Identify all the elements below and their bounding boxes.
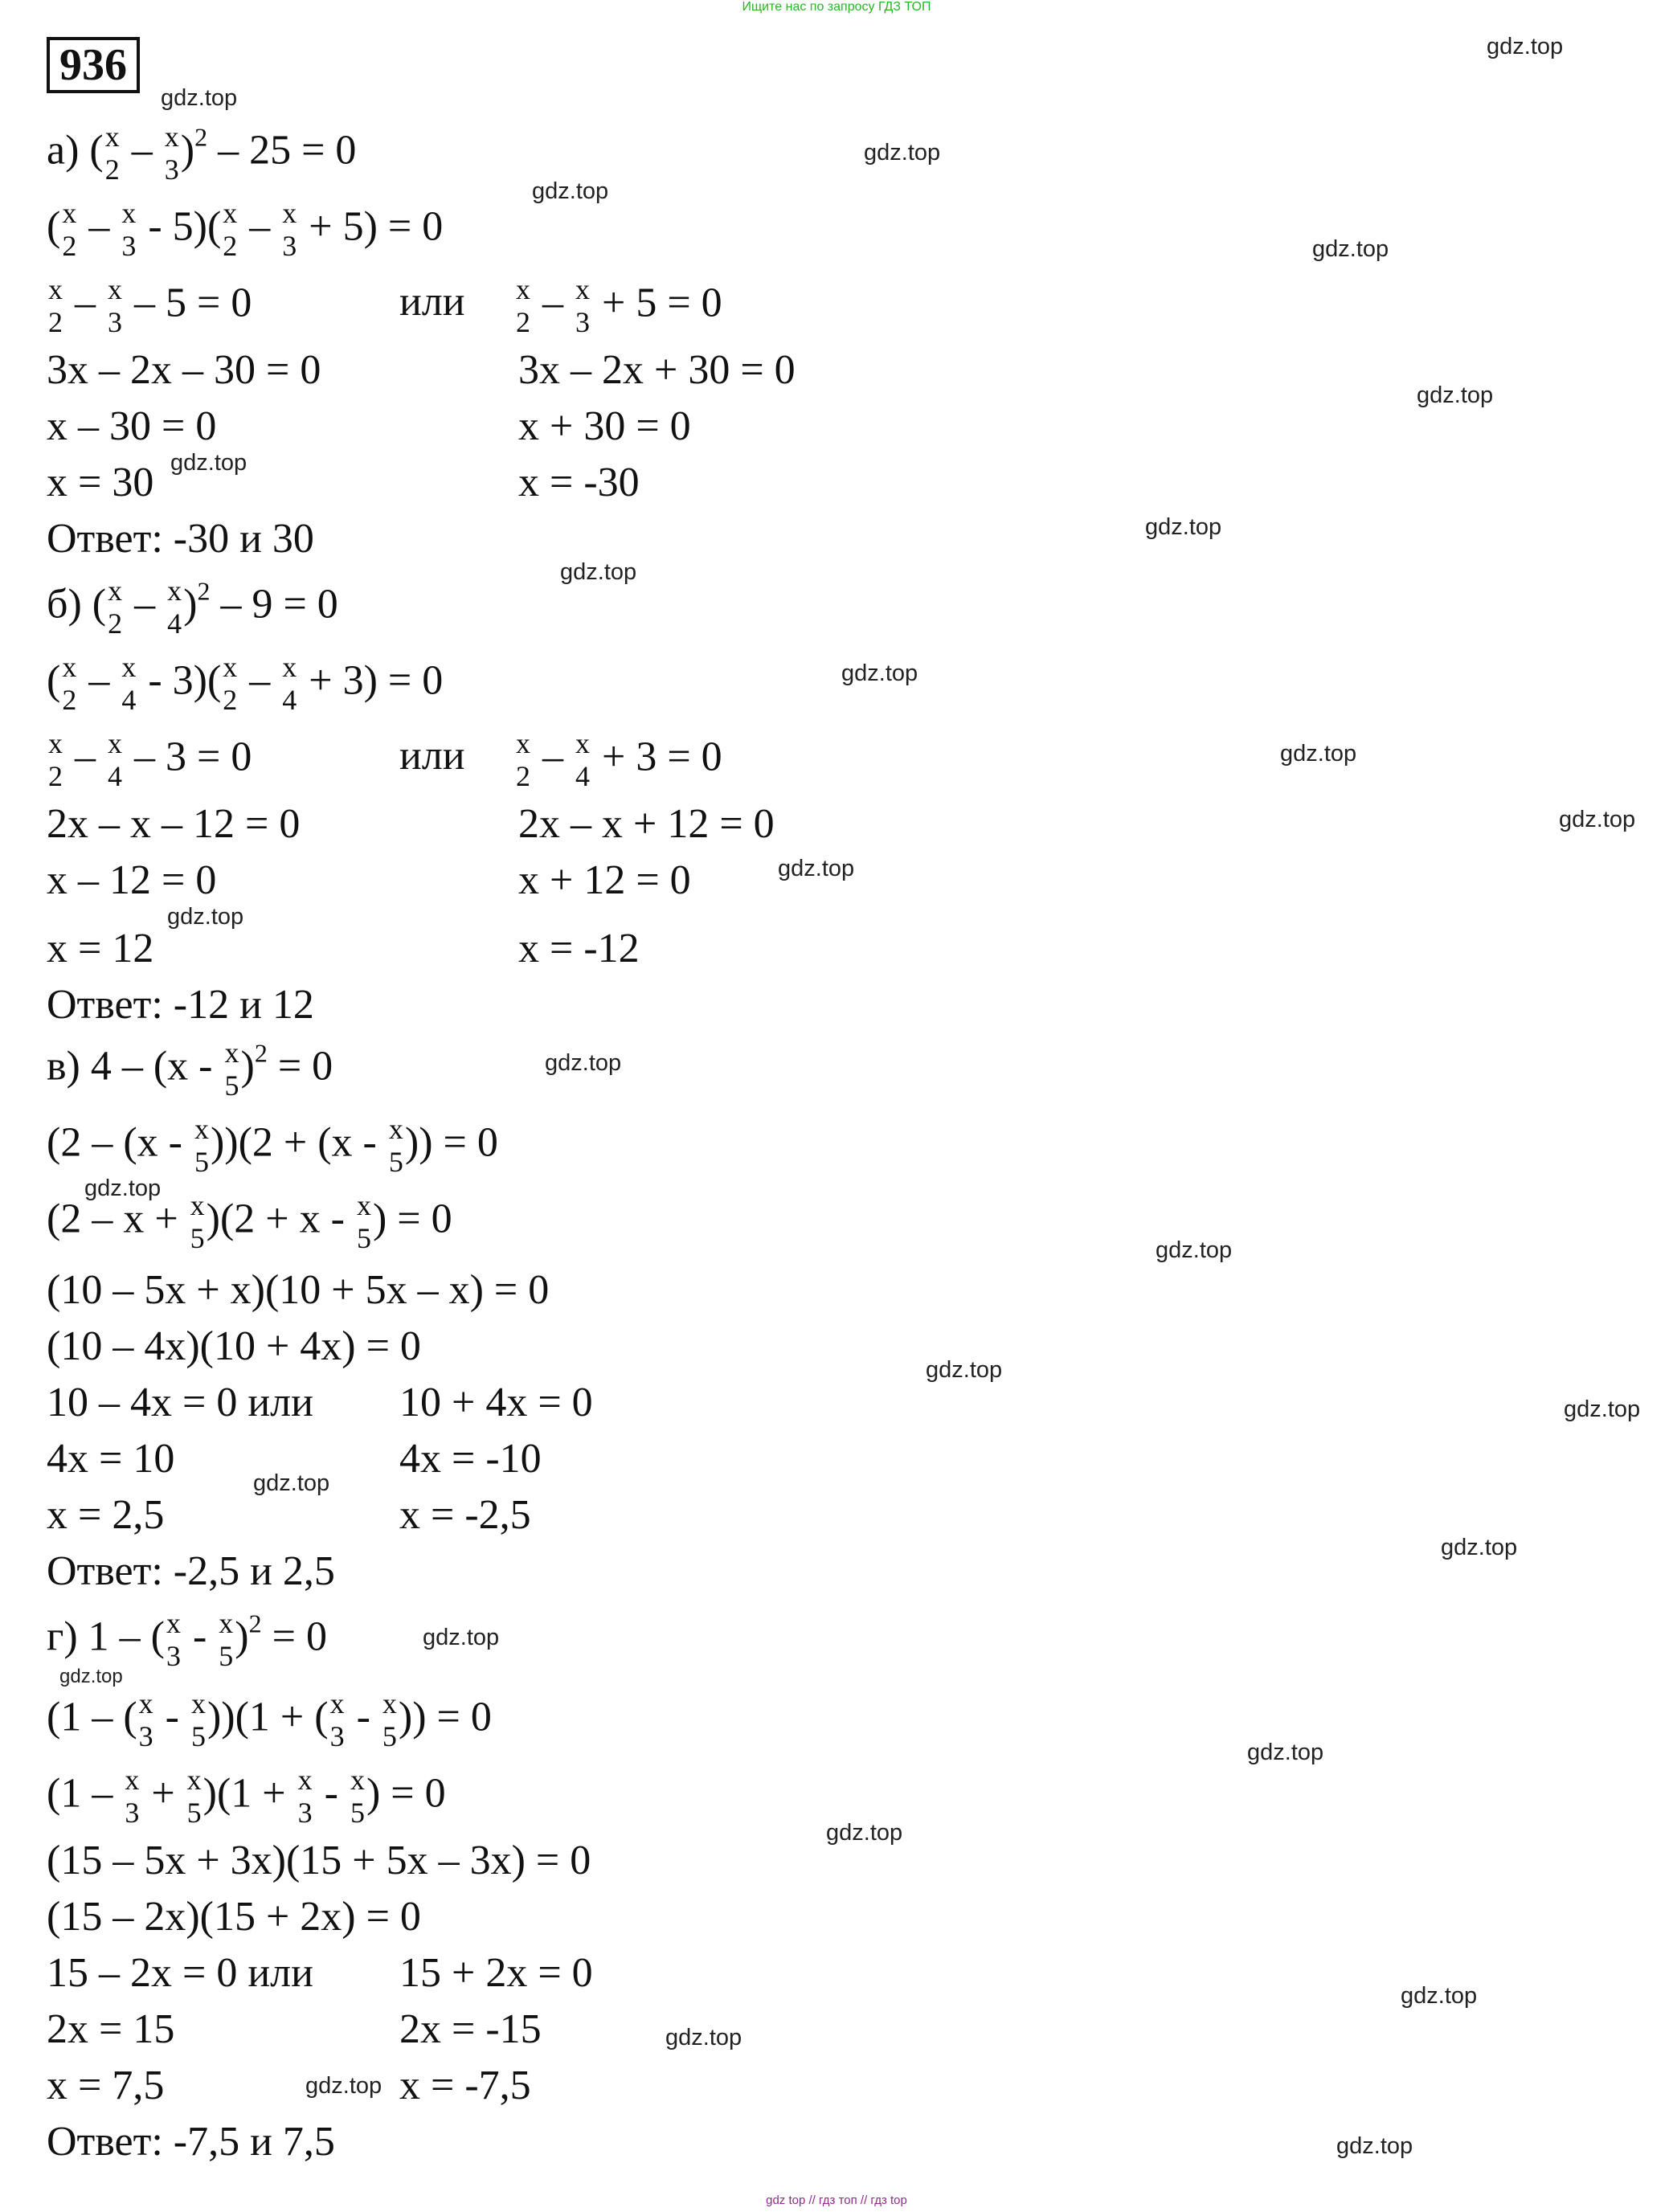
part-g-expanded: (1 – x 3 + x 5 )(1 + x 3 - x 5 ) = 0 — [47, 1764, 446, 1830]
step: (15 – 2x)(15 + 2x) = 0 — [47, 1894, 421, 1940]
fraction: x 3 — [125, 1764, 140, 1830]
step: (10 – 4x)(10 + 4x) = 0 — [47, 1323, 421, 1369]
problem-number: 936 — [47, 37, 140, 93]
fraction: x 3 — [166, 1607, 181, 1673]
step-right: 4x = -10 — [399, 1436, 542, 1482]
watermark: gdz.top — [1145, 514, 1222, 540]
root-right: x = -12 — [518, 926, 640, 971]
fraction: x 4 — [575, 727, 590, 793]
part-b-split-left: x 2 – x 4 – 3 = 0 — [48, 727, 252, 793]
watermark: gdz.top — [826, 1820, 903, 1846]
part-b-equation: б) ( x 2 – x 4 )$^2$ – 9 = 0 — [47, 574, 338, 640]
answer-a: Ответ: -30 и 30 — [47, 516, 314, 562]
part-label: а) — [47, 127, 80, 174]
fraction: x 2 — [223, 197, 238, 263]
watermark: gdz.top — [161, 85, 238, 111]
watermark: gdz.top — [545, 1050, 622, 1076]
fraction: x 2 — [223, 651, 238, 717]
fraction: x 5 — [388, 1113, 403, 1179]
watermark: gdz.top — [253, 1470, 330, 1496]
fraction: x 5 — [382, 1687, 397, 1753]
watermark: gdz.top — [665, 2025, 742, 2050]
fraction: x 5 — [190, 1189, 205, 1255]
watermark: gdz.top — [170, 450, 247, 476]
step: (10 – 5x + x)(10 + 5x – x) = 0 — [47, 1267, 550, 1313]
watermark: gdz.top — [560, 559, 637, 585]
step-right: 3x – 2x + 30 = 0 — [518, 347, 796, 393]
part-a-equation — [47, 121, 356, 187]
equation-tail: – 25 = 0 — [218, 127, 357, 174]
exponent: 2 — [248, 1609, 262, 1638]
step-right: 2x – x + 12 = 0 — [518, 801, 775, 847]
fraction: x 3 — [575, 273, 590, 339]
fraction: x 2 — [516, 727, 530, 793]
root-right: x = -2,5 — [399, 1492, 531, 1538]
fraction: x 5 — [194, 1113, 209, 1179]
watermark: gdz.top — [84, 1176, 162, 1201]
part-g-factored: (1 – ( x 3 - x 5 ))(1 + ( x 3 - x 5 )) = 0 — [47, 1687, 492, 1753]
part-a-split-right: x 2 – x 3 + 5 = 0 — [516, 273, 722, 339]
watermark: gdz.top — [1280, 741, 1357, 767]
fraction: x 5 — [356, 1189, 371, 1255]
watermark: gdz.top — [1441, 1535, 1518, 1560]
part-v-factored: (2 – (x - x 5 ))(2 + (x - x 5 )) = 0 — [47, 1113, 498, 1179]
fraction: x 5 — [219, 1607, 234, 1673]
step-left: 15 – 2x = 0 или — [47, 1950, 313, 1996]
step-right: x + 12 = 0 — [518, 857, 691, 903]
step-left: 10 – 4x = 0 или — [47, 1380, 313, 1425]
watermark: gdz.top — [1564, 1396, 1641, 1422]
part-b-split-right: x 2 – x 4 + 3 = 0 — [516, 727, 722, 793]
search-hint-banner: Ищите нас по запросу ГДЗ ТОП — [742, 0, 931, 14]
operator: – — [131, 127, 153, 174]
root-right: x = -30 — [518, 460, 640, 505]
step-left: x – 30 = 0 — [47, 403, 217, 449]
fraction: x 3 — [297, 1764, 313, 1830]
step-left: 4x = 10 — [47, 1436, 175, 1482]
fraction: x 4 — [121, 651, 137, 717]
watermark: gdz.top — [305, 2073, 382, 2099]
watermark: gdz.top — [59, 1666, 123, 1687]
exponent: 2 — [194, 122, 208, 152]
part-label: б) — [47, 581, 82, 628]
or-word: или — [399, 733, 465, 779]
watermark: gdz.top — [1247, 1740, 1324, 1765]
root-left: x = 7,5 — [47, 2063, 165, 2108]
fraction: x 2 — [48, 273, 63, 339]
fraction: x 5 — [224, 1036, 239, 1102]
step-left: 2x = 15 — [47, 2006, 175, 2052]
watermark: gdz.top — [423, 1625, 500, 1650]
step-right: 15 + 2x = 0 — [399, 1950, 593, 1996]
watermark: gdz.top — [778, 856, 855, 881]
step-left: 3x – 2x – 30 = 0 — [47, 347, 321, 393]
watermark: gdz.top — [1417, 382, 1494, 408]
root-left: x = 30 — [47, 460, 154, 505]
watermark: gdz.top — [1312, 236, 1389, 262]
watermark: gdz.top — [1156, 1237, 1233, 1263]
watermark: gdz.top — [1559, 807, 1636, 832]
answer-g: Ответ: -7,5 и 7,5 — [47, 2119, 335, 2165]
step-left: 2x – x – 12 = 0 — [47, 801, 301, 847]
watermark: gdz.top — [841, 660, 918, 686]
root-right: x = -7,5 — [399, 2063, 531, 2108]
part-a-split-left: x 2 – x 3 – 5 = 0 — [48, 273, 252, 339]
fraction: x 4 — [167, 574, 182, 640]
fraction: x 3 — [164, 121, 179, 186]
footer-links: gdz top // гдз топ // гдз top — [766, 2194, 907, 2207]
watermark: gdz.top — [1336, 2133, 1413, 2159]
watermark: gdz.top — [864, 140, 941, 166]
fraction: x 2 — [108, 574, 123, 640]
fraction: x 3 — [138, 1687, 153, 1753]
answer-v: Ответ: -2,5 и 2,5 — [47, 1548, 335, 1594]
root-left: x = 2,5 — [47, 1492, 165, 1538]
step-right: 2x = -15 — [399, 2006, 542, 2052]
exponent: 2 — [197, 576, 211, 606]
fraction: x 3 — [329, 1687, 345, 1753]
fraction: x 2 — [62, 651, 77, 717]
part-b-factored: ( x 2 – x 4 - 3)( x 2 – x 4 + 3) = 0 — [47, 651, 444, 717]
fraction: x 5 — [190, 1687, 206, 1753]
watermark: gdz.top — [926, 1357, 1003, 1383]
fraction: x 5 — [350, 1764, 365, 1830]
part-a-factored: ( x 2 – x 3 - 5)( x 2 – x 3 + 5) = 0 — [47, 197, 444, 263]
or-word: или — [399, 279, 465, 325]
fraction: x 5 — [186, 1764, 202, 1830]
fraction: x 3 — [121, 197, 137, 263]
fraction: x 2 — [516, 273, 530, 339]
part-v-expanded: (2 – x + x 5 )(2 + x - x 5 ) = 0 — [47, 1189, 452, 1255]
fraction: x 4 — [108, 727, 122, 793]
fraction: x 3 — [282, 197, 297, 263]
fraction: x 4 — [282, 651, 297, 717]
watermark: gdz.top — [167, 904, 244, 930]
answer-b: Ответ: -12 и 12 — [47, 982, 314, 1028]
fraction: x 2 — [48, 727, 63, 793]
part-v-equation: в) 4 – (x - x 5 )$^2$ = 0 — [47, 1036, 333, 1102]
fraction: x 2 — [104, 121, 120, 186]
step-right: 10 + 4x = 0 — [399, 1380, 593, 1425]
part-g-equation: г) 1 – ( x 3 - x 5 )$^2$ = 0 — [47, 1607, 327, 1673]
part-label: г) 1 – ( — [47, 1613, 165, 1660]
root-left: x = 12 — [47, 926, 154, 971]
step-right: x + 30 = 0 — [518, 403, 691, 449]
step: (15 – 5x + 3x)(15 + 5x – 3x) = 0 — [47, 1838, 591, 1883]
watermark: gdz.top — [532, 178, 609, 204]
part-label: в) 4 – (x - — [47, 1043, 213, 1090]
paren: ) — [180, 127, 195, 174]
fraction: x 3 — [108, 273, 122, 339]
watermark: gdz.top — [1487, 34, 1564, 59]
exponent: 2 — [254, 1038, 268, 1068]
step-left: x – 12 = 0 — [47, 857, 217, 903]
fraction: x 2 — [62, 197, 77, 263]
paren: ( — [89, 127, 104, 174]
watermark: gdz.top — [1401, 1983, 1478, 2009]
